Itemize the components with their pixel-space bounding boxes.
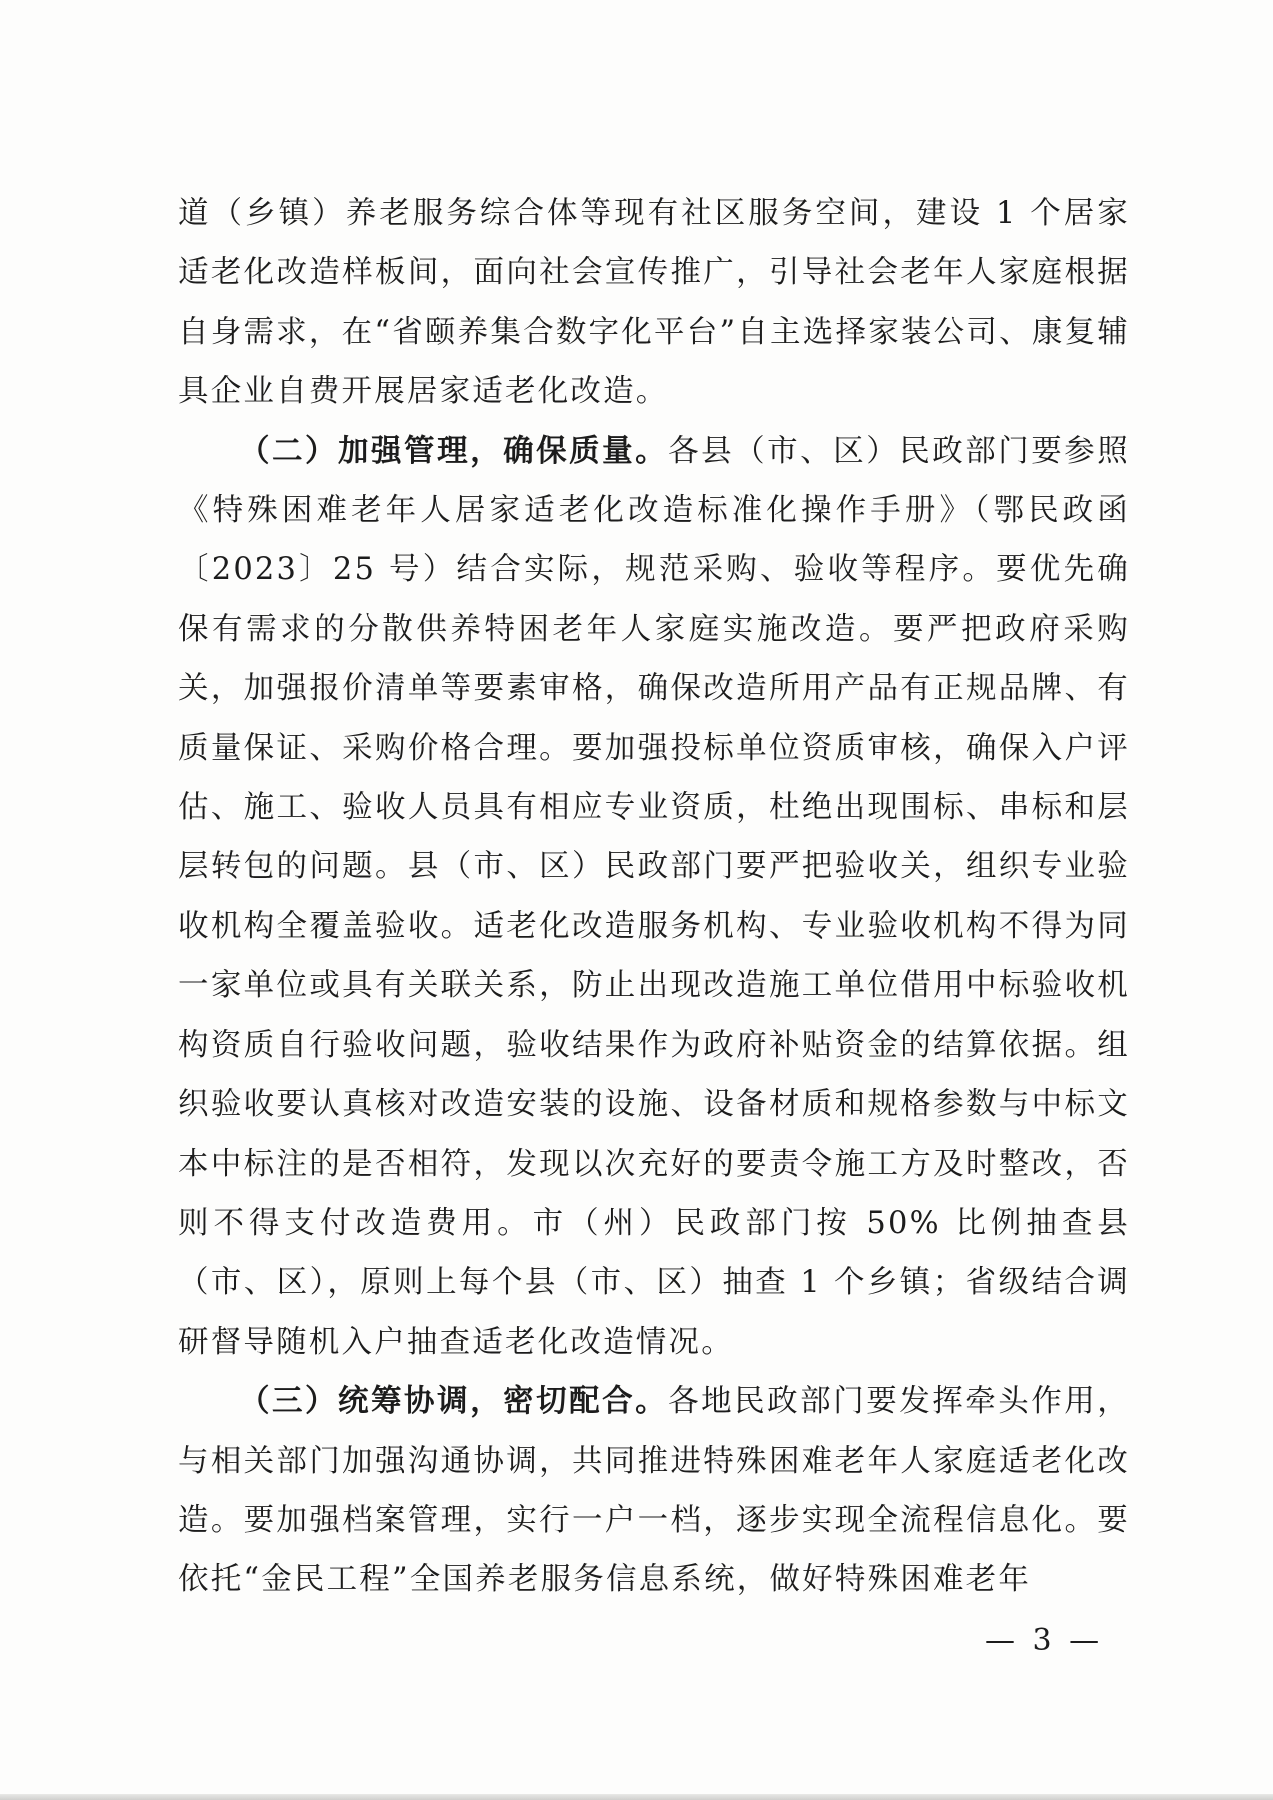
paragraph-coordination: [178, 1372, 1130, 1610]
document-body: [178, 184, 1130, 1610]
paragraph-continuation: [178, 184, 1130, 422]
paragraph-strengthen-management: [178, 422, 1130, 1373]
page-number: — 3 —: [985, 1623, 1104, 1658]
paragraph-text: 道（乡镇）养老服务综合体等现有社区服务空间，建设 1 个居家适老化改造样板间，面向社会宣传推广，引导社会老年人家庭根据自身需求，在“省颐养集合数字化平台”自主选择家装公司、康复辅具企业自费开展居家适老化改造。: [178, 196, 1130, 410]
paragraph-text: 各地民政部门要发挥牵头作用，与相关部门加强沟通协调，共同推进特殊困难老年人家庭适老化改造。要加强档案管理，实行一户一档，逐步实现全流程信息化。要依托“金民工程”全国养老服务信息系统，做好特殊困难老年: [178, 1384, 1130, 1598]
section-heading-3: （三）统筹协调，密切配合。: [239, 1383, 669, 1420]
page-bottom-edge: [0, 1794, 1273, 1800]
paragraph-text: 各县（市、区）民政部门要参照《特殊困难老年人居家适老化改造标准化操作手册》（鄂民政函〔2023〕25 号）结合实际，规范采购、验收等程序。要优先确保有需求的分散供养特困老年人家庭实施改造。要严把政府采购关，加强报价清单等要素审格，确保改造所用产品有正规品牌、有质量保证、采购价格合理。要加强投标单位资质审核，确保入户评估、施工、验收人员具有相应专业资质，杜绝出现围标、串标和层层转包的问题。县（市、区）民政部门要严把验收关，组织专业验收机构全覆盖验收。适老化改造服务机构、专业验收机构不得为同一家单位或具有关联关系，防止出现改造施工单位借用中标验收机构资质自行验收问题，验收结果作为政府补贴资金的结算依据。组织验收要认真核对改造安装的设施、设备材质和规格参数与中标文本中标注的是否相符，发现以次充好的要责令施工方及时整改，否则不得支付改造费用。市（州）民政部门按 50% 比例抽查县（市、区），原则上每个县（市、区）抽查 1 个乡镇；省级结合调研督导随机入户抽查适老化改造情况。: [178, 433, 1130, 1360]
section-heading-2: （二）加强管理，确保质量。: [239, 432, 669, 469]
